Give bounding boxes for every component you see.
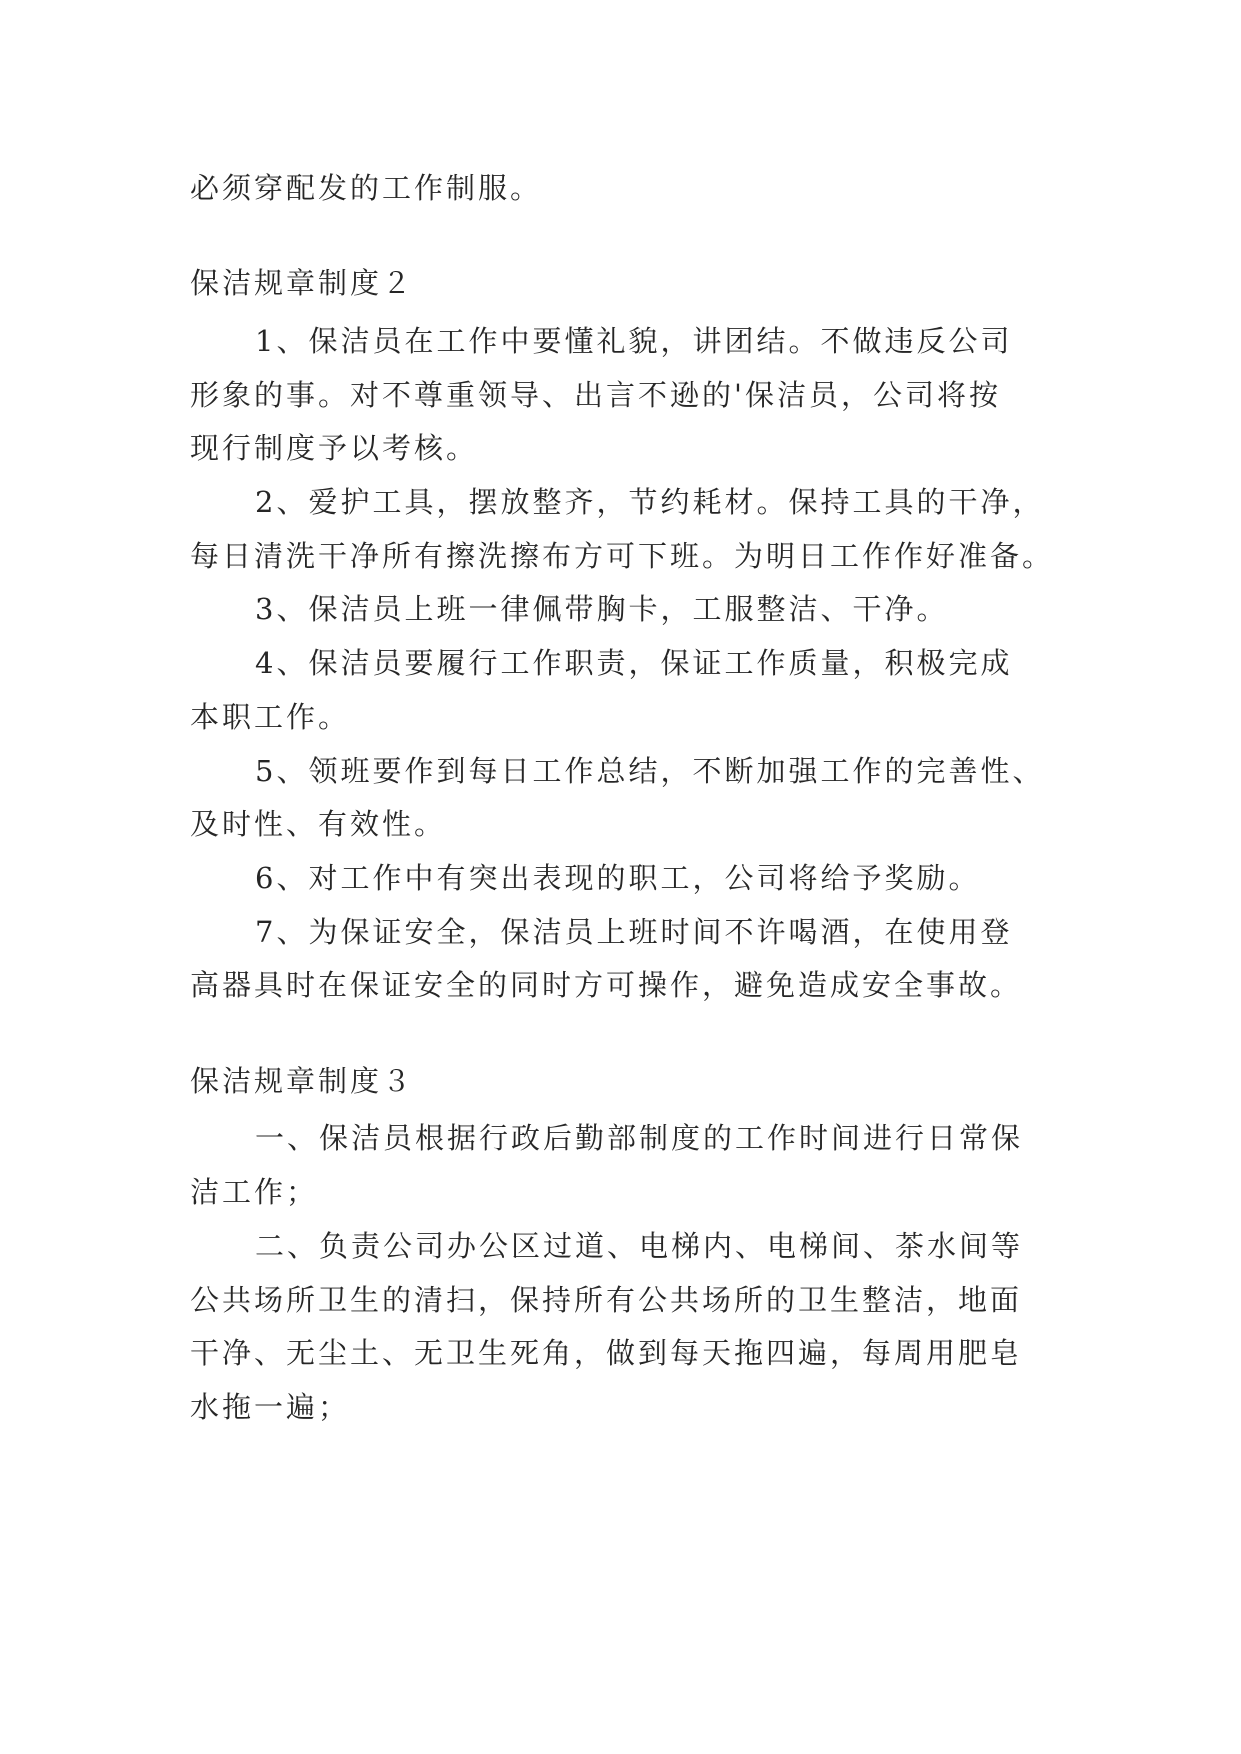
section-2-item-4-line-1: 4、保洁员要履行工作职责，保证工作质量，积极完成 (255, 646, 1013, 680)
section-2-item-1-line-1: 1、保洁员在工作中要懂礼貌，讲团结。不做违反公司 (255, 324, 1013, 358)
section-2-item-1-line-2: 形象的事。对不尊重领导、出言不逊的'保洁员，公司将按 (190, 378, 1001, 412)
section-3-item-2-line-1: 二、负责公司办公区过道、电梯内、电梯间、茶水间等 (255, 1229, 1024, 1263)
section-2-item-5-line-1: 5、领班要作到每日工作总结，不断加强工作的完善性、 (255, 754, 1045, 788)
section-2-item-2-line-2: 每日清洗干净所有擦洗擦布方可下班。为明日工作作好准备。 (190, 539, 1055, 573)
section-2-item-6-line-1: 6、对工作中有突出表现的职工，公司将给予奖励。 (255, 861, 981, 895)
section-2-item-3-line-1: 3、保洁员上班一律佩带胸卡，工服整洁、干净。 (255, 592, 949, 626)
section-2-item-1-line-3: 现行制度予以考核。 (190, 431, 479, 465)
intro-tail-text: 必须穿配发的工作制服。 (190, 171, 543, 205)
section-2-heading: 保洁规章制度２ (190, 266, 415, 300)
section-2-item-7-line-2: 高器具时在保证安全的同时方可操作，避免造成安全事故。 (190, 968, 1023, 1002)
section-3-item-2-line-4: 水拖一遍； (190, 1390, 351, 1424)
section-2-item-7-line-1: 7、为保证安全，保洁员上班时间不许喝酒，在使用登 (255, 915, 1013, 949)
section-3-item-1-line-1: 一、保洁员根据行政后勤部制度的工作时间进行日常保 (255, 1121, 1024, 1155)
section-2-item-4-line-2: 本职工作。 (190, 700, 351, 734)
section-3-item-2-line-3: 干净、无尘土、无卫生死角，做到每天拖四遍，每周用肥皂 (190, 1336, 1023, 1370)
section-2-item-5-line-2: 及时性、有效性。 (190, 807, 447, 841)
section-3-item-1-line-2: 洁工作； (190, 1175, 319, 1209)
section-3-heading: 保洁规章制度３ (190, 1064, 415, 1098)
section-3-item-2-line-2: 公共场所卫生的清扫，保持所有公共场所的卫生整洁，地面 (190, 1283, 1023, 1317)
section-2-item-2-line-1: 2、爱护工具，摆放整齐，节约耗材。保持工具的干净， (255, 485, 1045, 519)
